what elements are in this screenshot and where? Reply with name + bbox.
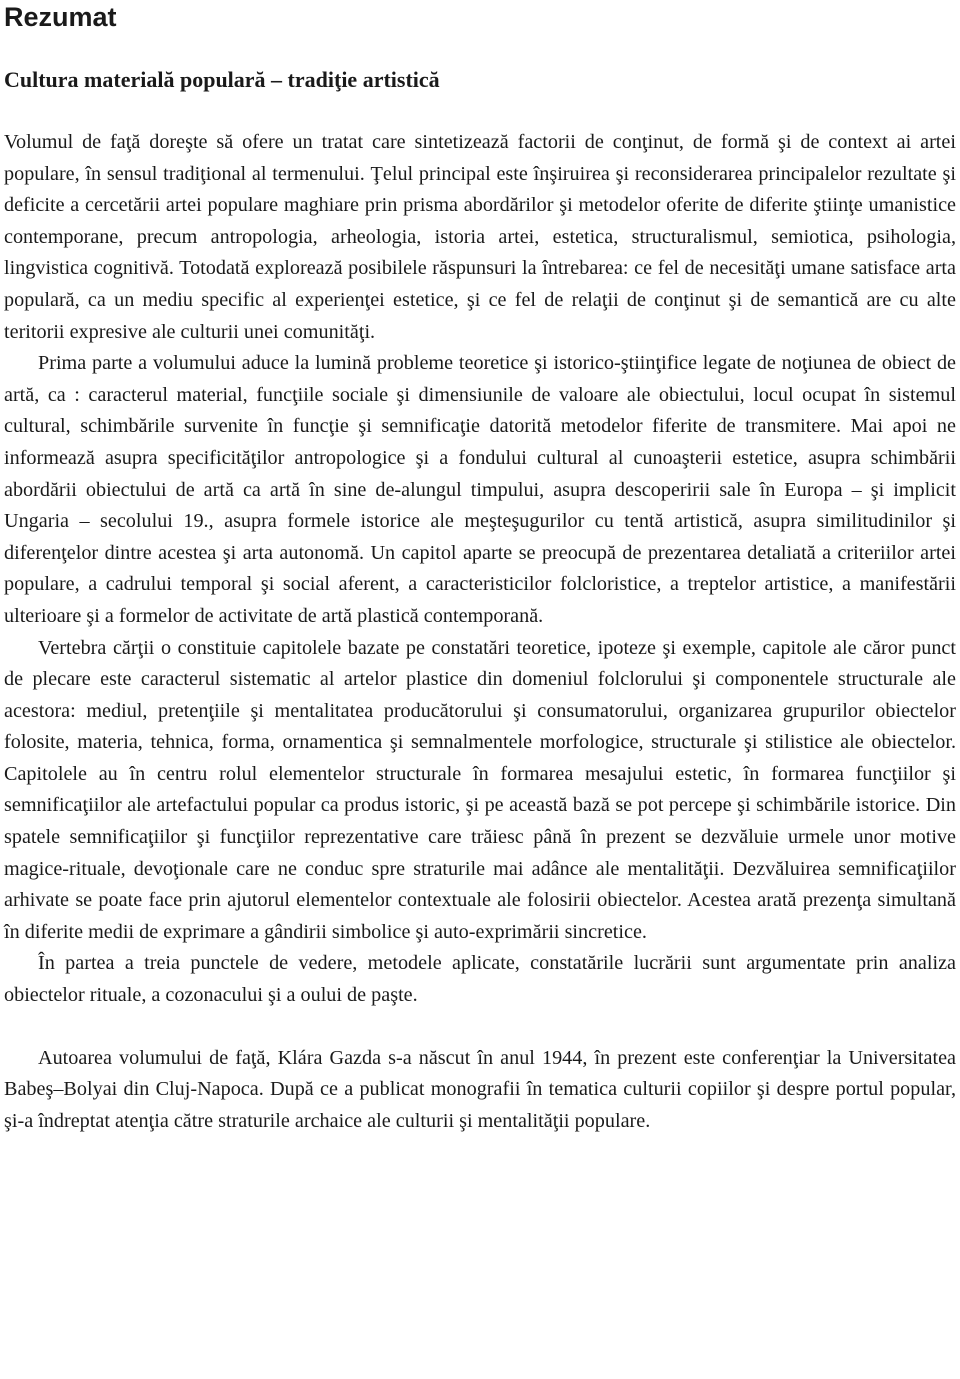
paragraph-third-part: În partea a treia punctele de vedere, metodele aplicate, constatările lucrării sunt argumentate prin analiza obiectelor rituale, a cozonacului şi a oului de paşte. [4, 952, 956, 1007]
document-subtitle: Cultura materială populară – tradiţie artistică [4, 67, 440, 92]
paragraph-author-bio: Autoarea volumului de faţă, Klára Gazda s-a născut în anul 1944, în prezent este conferenţiar la Universitatea Babeş–Bolyai din Cluj-Napoca. După ce a publicat monografii în tematica culturii copiilor şi despre portul popular, şi-a îndreptat atenţia către straturile archaice ale culturii şi mentalităţii populare. [4, 1046, 956, 1132]
paragraph-first-part: Prima parte a volumului aduce la lumină probleme teoretice şi istorico-ştiinţifice legate de noţiunea de obiect de artă, ca : caracterul material, funcţiile sociale şi dimensiunile de valoare ale obiectului, locul ocupat în sistemul cultural, schimbările survenite în funcţie şi semnificaţie datorită metodelor fiferite de transmitere. Mai apoi ne informează asupra specificităţilor antropologice şi a fondului cultural al cunoaşterii estetice, asupra schimbării abordării obiectului de artă ca artă în sine de-alungul timpului, asupra descoperirii sale în Europa – şi implicit Ungaria – secolului 19., asupra formele istorice ale meşteşugurilor cu tentă artistică, asupra similitudinilor şi diferenţelor dintre acestea şi arta autonomă. Un capitol aparte se preocupă de prezentarea detaliată a criteriilor artei populare, a cadrului temporal şi social aferent, a caracteristicilor folcloristice, a treptelor artistice, a manifestării ulterioare şi a formelor de activitate de artă plastică contemporană. [4, 352, 956, 627]
paragraph-intro: Volumul de faţă doreşte să ofere un tratat care sintetizează factorii de conţinut, de formă şi de context ai artei populare, în sensul tradiţional al termenului. Ţelul principal este înşiruirea şi reconsiderarea principalelor rezultate şi deficite a cercetării artei populare maghiare prin prisma abordărilor şi metodelor oferite de diferite ştiinţe umanistice contemporane, precum antropologia, arheologia, istoria artei, estetica, structuralismul, semiotica, psihologia, lingvistica cognitivă. Totodată explorează posibilele răspunsuri la întrebarea: ce fel de necesităţi umane satisface arta populară, ca un mediu specific al experienţei estetice, şi ce fel de relaţii de conţinut şi de semantică are cu alte teritorii expresive ale culturii unei comunităţi. [4, 131, 956, 343]
page-title: Rezumat [4, 2, 117, 32]
paragraph-book-core: Vertebra cărţii o constituie capitolele bazate pe constatări teoretice, ipoteze şi exemple, capitole ale căror punct de plecare este caracterul sistematic al artelor plastice din domeniul folclorului şi componentele structurale ale acestora: mediul, pretenţiile şi mentalitatea producătorului şi consumatorului, organizarea grupurilor obiectelor folosite, materia, tehnica, forma, ornamentica şi semnalmentele morfologice, structurale şi stilistice ale obiectelor. Capitolele au în centru rolul elementelor structurale în formarea mesajului estetic, în formarea funcţiilor şi semnificaţiilor ale artefactului popular ca produs istoric, şi pe această bază se pot percepe şi schimbările istorice. Din spatele semnificaţiilor şi funcţiilor reprezentative care trăiesc până în prezent se dezvăluie urmele unor motive magice-rituale, devoţionale care ne conduc spre straturile mai adânce ale mentalităţii. Dezvăluirea semnificaţiilor arhivate se poate face prin ajutorul elementelor contextuale ale folosirii obiectelor. Acestea arată prezenţa simultană în diferite medii de exprimare a gândirii simbolice şi auto-exprimării sincretice. [4, 636, 956, 943]
